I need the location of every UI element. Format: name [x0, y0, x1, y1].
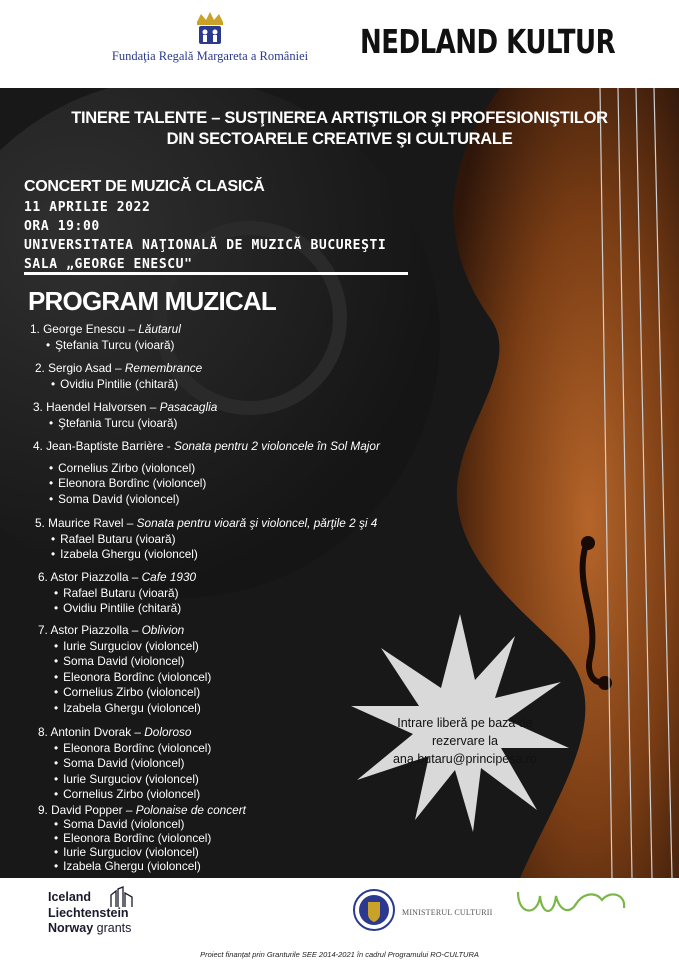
divider	[24, 272, 408, 275]
performer: • Ovidiu Pintilie (chitară)	[35, 377, 202, 393]
item-work: Cafe 1930	[141, 570, 197, 584]
performer: • Soma David (violoncel)	[38, 654, 211, 670]
item-composer: David Popper –	[51, 803, 136, 817]
performer: • Izabela Ghergu (violoncel)	[38, 859, 246, 873]
performer: • Cornelius Zirbo (violoncel)	[33, 461, 380, 477]
concert-title: CONCERT DE MUZICĂ CLASICĂ	[24, 178, 265, 195]
concert-venue: UNIVERSITATEA NAŢIONALĂ DE MUZICĂ BUCUREŞTI	[24, 238, 387, 253]
entry-note-line-1: Intrare liberă pe bază de	[397, 716, 533, 730]
item-number: 8.	[38, 725, 48, 739]
performer: • Izabela Ghergu (violoncel)	[35, 547, 377, 563]
item-composer: Antonin Dvorak –	[50, 725, 145, 739]
headline-line-1: TINERE TALENTE – SUSŢINEREA ARTIŞTILOR ŞI PROFESIONIŞTILOR	[71, 109, 608, 127]
program-item	[38, 570, 196, 617]
program-item	[35, 361, 202, 392]
header	[0, 0, 679, 88]
grants-line-3b: grants	[93, 921, 132, 935]
program-item	[33, 400, 217, 431]
item-composer: George Enescu –	[43, 322, 139, 336]
performer: • Iurie Surguciov (violoncel)	[38, 845, 246, 859]
performer: • Iurie Surguciov (violoncel)	[38, 772, 211, 788]
performer: • Eleonora Bordînc (violoncel)	[38, 741, 211, 757]
nedland-kultur-logo: NEDLAND KULTUR	[360, 24, 616, 62]
unmb-logo-icon	[514, 886, 634, 922]
item-work: Oblivion	[141, 623, 185, 637]
item-work: Sonata pentru 2 violoncele în Sol Major	[173, 439, 380, 453]
headline	[0, 108, 679, 150]
concert-hall: SALA „GEORGE ENESCU"	[24, 257, 193, 272]
performer: • Soma David (violoncel)	[33, 492, 380, 508]
performer: • Ştefania Turcu (vioară)	[30, 338, 181, 354]
performer: • Iurie Surguciov (violoncel)	[38, 639, 211, 655]
item-work: Sonata pentru vioară şi violoncel, părţile 2 şi 4	[136, 516, 378, 530]
item-number: 2.	[35, 361, 45, 375]
item-work: Doloroso	[144, 725, 192, 739]
performer: • Soma David (violoncel)	[38, 756, 211, 772]
headline-line-2: DIN SECTOARELE CREATIVE ŞI CULTURALE	[166, 130, 513, 148]
poster	[0, 88, 679, 878]
item-composer: Haendel Halvorsen –	[46, 400, 160, 414]
performer: • Ştefania Turcu (vioară)	[33, 416, 217, 432]
program-title: PROGRAM MUZICAL	[28, 286, 276, 316]
item-number: 7.	[38, 623, 48, 637]
funding-note: Proiect finanţat prin Granturile SEE 2014-2021 în cadrul Programului RO-CULTURA	[200, 950, 479, 959]
item-composer: Astor Piazzolla –	[50, 623, 142, 637]
performer: • Rafael Butaru (vioară)	[35, 532, 377, 548]
royal-crown-icon	[193, 10, 227, 46]
item-composer: Maurice Ravel –	[48, 516, 137, 530]
item-number: 4.	[33, 439, 43, 453]
item-composer: Sergio Asad –	[48, 361, 125, 375]
program-item	[38, 725, 211, 803]
concert-info	[24, 178, 386, 274]
grants-line-1: Iceland	[48, 890, 92, 904]
fundatia-name: Fundaţia Regală Margareta a României	[111, 49, 309, 63]
program-item	[38, 803, 246, 873]
item-number: 9.	[38, 803, 48, 817]
item-work: Remembrance	[124, 361, 203, 375]
item-work: Pasacaglia	[159, 400, 218, 414]
item-number: 5.	[35, 516, 45, 530]
performer: • Cornelius Zirbo (violoncel)	[38, 685, 211, 701]
concert-date: 11 APRILIE 2022	[24, 200, 151, 215]
performer: • Eleonora Bordînc (violoncel)	[38, 670, 211, 686]
program-item	[35, 516, 377, 563]
performer: • Ovidiu Pintilie (chitară)	[38, 601, 196, 617]
item-work: Polonaise de concert	[135, 803, 246, 817]
program-item	[38, 623, 211, 716]
ministry-coat-of-arms-icon	[352, 888, 396, 932]
grants-line-3a: Norway	[48, 921, 94, 935]
performer: • Izabela Ghergu (violoncel)	[38, 701, 211, 717]
footer	[0, 878, 679, 960]
entry-note	[375, 714, 555, 768]
program-item	[33, 439, 380, 507]
performer: • Rafael Butaru (vioară)	[38, 586, 196, 602]
concert-time: ORA 19:00	[24, 219, 100, 234]
grants-buildings-icon	[110, 886, 134, 908]
item-composer: Astor Piazzolla –	[50, 570, 142, 584]
performer: • Eleonora Bordînc (violoncel)	[33, 476, 380, 492]
program-item	[30, 322, 181, 353]
performer: • Eleonora Bordînc (violoncel)	[38, 831, 246, 845]
item-number: 3.	[33, 400, 43, 414]
entry-note-line-2: rezervare la	[432, 734, 498, 748]
ministry-name: MINISTERUL CULTURII	[402, 908, 493, 917]
reservation-email[interactable]: ana.butaru@principesa.ro	[392, 752, 538, 766]
fundatia-logo	[100, 10, 320, 76]
grants-line-2: Liechtenstein	[48, 905, 129, 920]
performer: • Cornelius Zirbo (violoncel)	[38, 787, 211, 803]
item-number: 6.	[38, 570, 48, 584]
item-composer: Jean-Baptiste Barrière -	[46, 439, 174, 453]
item-work: Lăutarul	[138, 322, 181, 336]
item-number: 1.	[30, 322, 40, 336]
performer: • Soma David (violoncel)	[38, 817, 246, 831]
